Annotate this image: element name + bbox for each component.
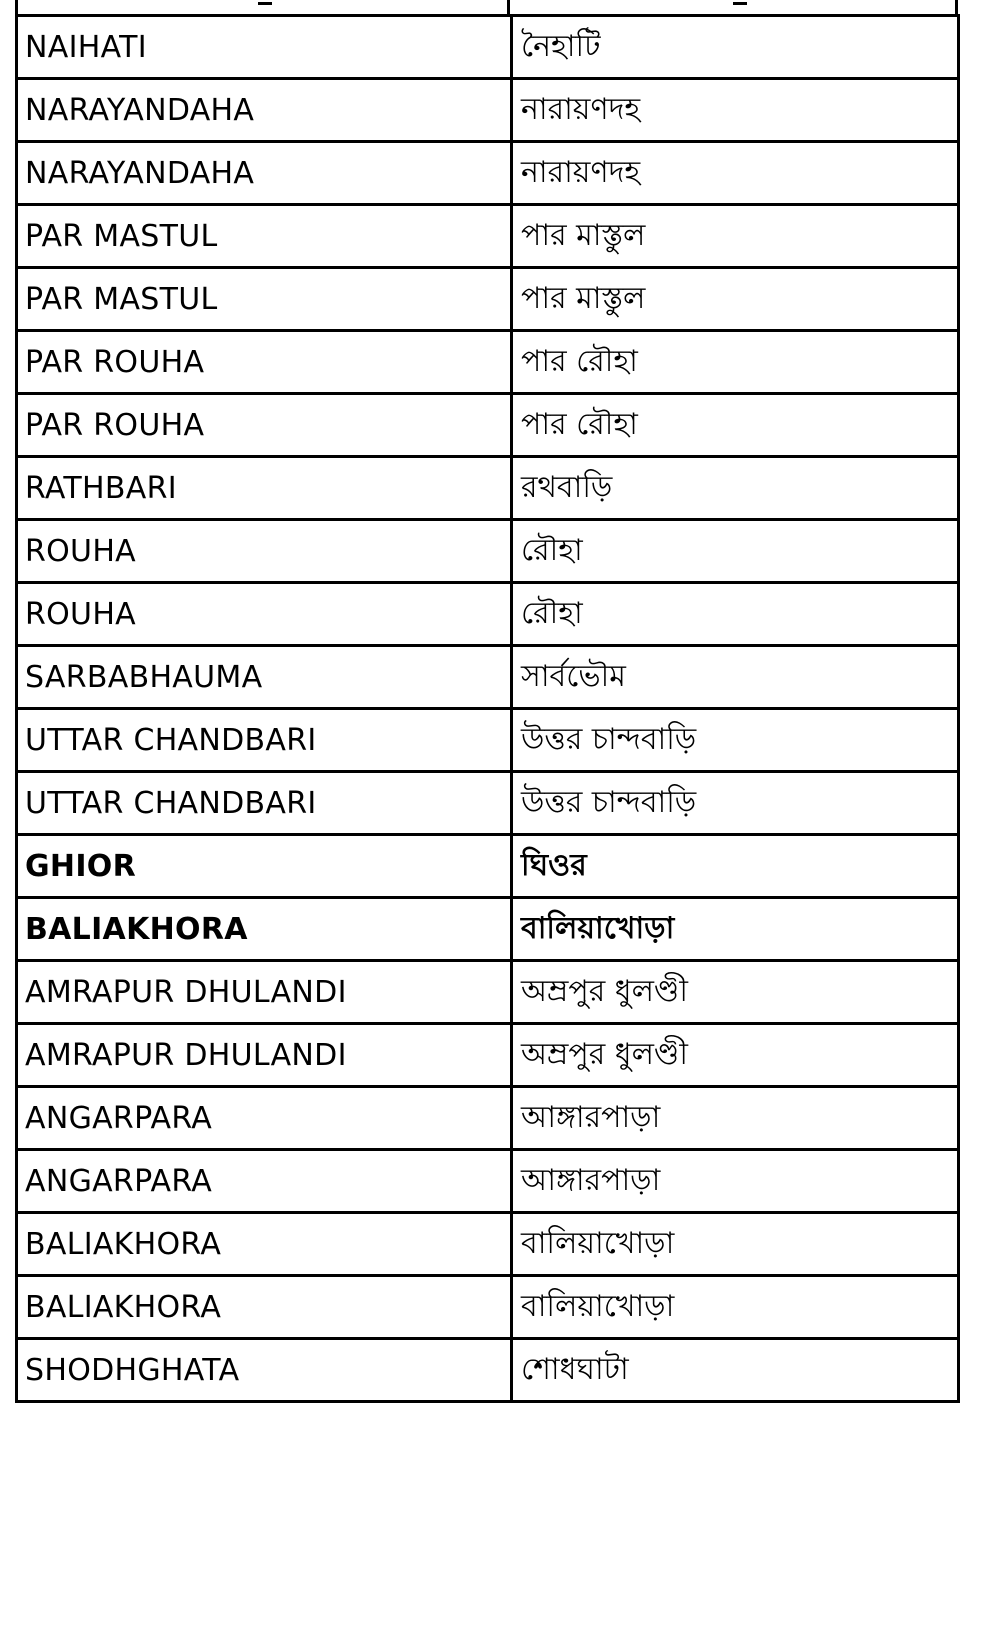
english-name-cell: GHIOR [17, 835, 512, 898]
cropped-text-fragment [733, 0, 747, 5]
table-row [17, 79, 959, 142]
bengali-name-cell: নারায়ণদহ [512, 79, 959, 142]
english-name-cell: SARBABHAUMA [17, 646, 512, 709]
bengali-name-cell: অম্রপুর ধুলণ্ডী [512, 1024, 959, 1087]
table-row [17, 835, 959, 898]
place-names-table [15, 14, 960, 1403]
table-row [17, 457, 959, 520]
table-row [17, 268, 959, 331]
bengali-name-cell: বালিয়াখোড়া [512, 1276, 959, 1339]
english-name-cell: PAR ROUHA [17, 331, 512, 394]
english-name-cell: ANGARPARA [17, 1150, 512, 1213]
table-border [15, 0, 18, 14]
bengali-name-cell: রৌহা [512, 520, 959, 583]
table-border [507, 0, 510, 14]
bengali-name-cell: সার্বভৌম [512, 646, 959, 709]
bengali-name-cell: উত্তর চান্দবাড়ি [512, 709, 959, 772]
english-name-cell: AMRAPUR DHULANDI [17, 961, 512, 1024]
table-row [17, 646, 959, 709]
english-name-cell: ANGARPARA [17, 1087, 512, 1150]
table-row [17, 331, 959, 394]
english-name-cell: BALIAKHORA [17, 898, 512, 961]
bengali-name-cell: পার রৌহা [512, 394, 959, 457]
table-body [17, 16, 959, 1402]
english-name-cell: SHODHGHATA [17, 1339, 512, 1402]
english-name-cell: NAIHATI [17, 16, 512, 79]
english-name-cell: RATHBARI [17, 457, 512, 520]
table-row [17, 1276, 959, 1339]
english-name-cell: BALIAKHORA [17, 1213, 512, 1276]
table-row [17, 1339, 959, 1402]
previous-row-fragment [0, 0, 1005, 14]
english-name-cell: ROUHA [17, 583, 512, 646]
bengali-name-cell: আঙ্গারপাড়া [512, 1087, 959, 1150]
bengali-name-cell: আঙ্গারপাড়া [512, 1150, 959, 1213]
bengali-name-cell: ঘিওর [512, 835, 959, 898]
bengali-name-cell: রথবাড়ি [512, 457, 959, 520]
table-row [17, 583, 959, 646]
bengali-name-cell: বালিয়াখোড়া [512, 1213, 959, 1276]
english-name-cell: BALIAKHORA [17, 1276, 512, 1339]
bengali-name-cell: পার মাস্তুল [512, 205, 959, 268]
table-row [17, 16, 959, 79]
table-row [17, 205, 959, 268]
english-name-cell: PAR MASTUL [17, 268, 512, 331]
table-row [17, 772, 959, 835]
table-row [17, 961, 959, 1024]
english-name-cell: UTTAR CHANDBARI [17, 709, 512, 772]
cropped-text-fragment [258, 0, 272, 5]
table-row [17, 898, 959, 961]
bengali-name-cell: বালিয়াখোড়া [512, 898, 959, 961]
english-name-cell: PAR MASTUL [17, 205, 512, 268]
table-border [955, 0, 958, 14]
table-row [17, 520, 959, 583]
table-row [17, 1213, 959, 1276]
bengali-name-cell: উত্তর চান্দবাড়ি [512, 772, 959, 835]
bengali-name-cell: পার মাস্তুল [512, 268, 959, 331]
english-name-cell: NARAYANDAHA [17, 79, 512, 142]
bengali-name-cell: অম্রপুর ধুলণ্ডী [512, 961, 959, 1024]
table-row [17, 709, 959, 772]
english-name-cell: ROUHA [17, 520, 512, 583]
english-name-cell: PAR ROUHA [17, 394, 512, 457]
bengali-name-cell: নৈহাটি [512, 16, 959, 79]
english-name-cell: NARAYANDAHA [17, 142, 512, 205]
bengali-name-cell: রৌহা [512, 583, 959, 646]
bengali-name-cell: শোধঘাটা [512, 1339, 959, 1402]
table-row [17, 1087, 959, 1150]
table-row [17, 394, 959, 457]
bengali-name-cell: পার রৌহা [512, 331, 959, 394]
table-row [17, 142, 959, 205]
table-row [17, 1150, 959, 1213]
english-name-cell: UTTAR CHANDBARI [17, 772, 512, 835]
bengali-name-cell: নারায়ণদহ [512, 142, 959, 205]
table-row [17, 1024, 959, 1087]
english-name-cell: AMRAPUR DHULANDI [17, 1024, 512, 1087]
